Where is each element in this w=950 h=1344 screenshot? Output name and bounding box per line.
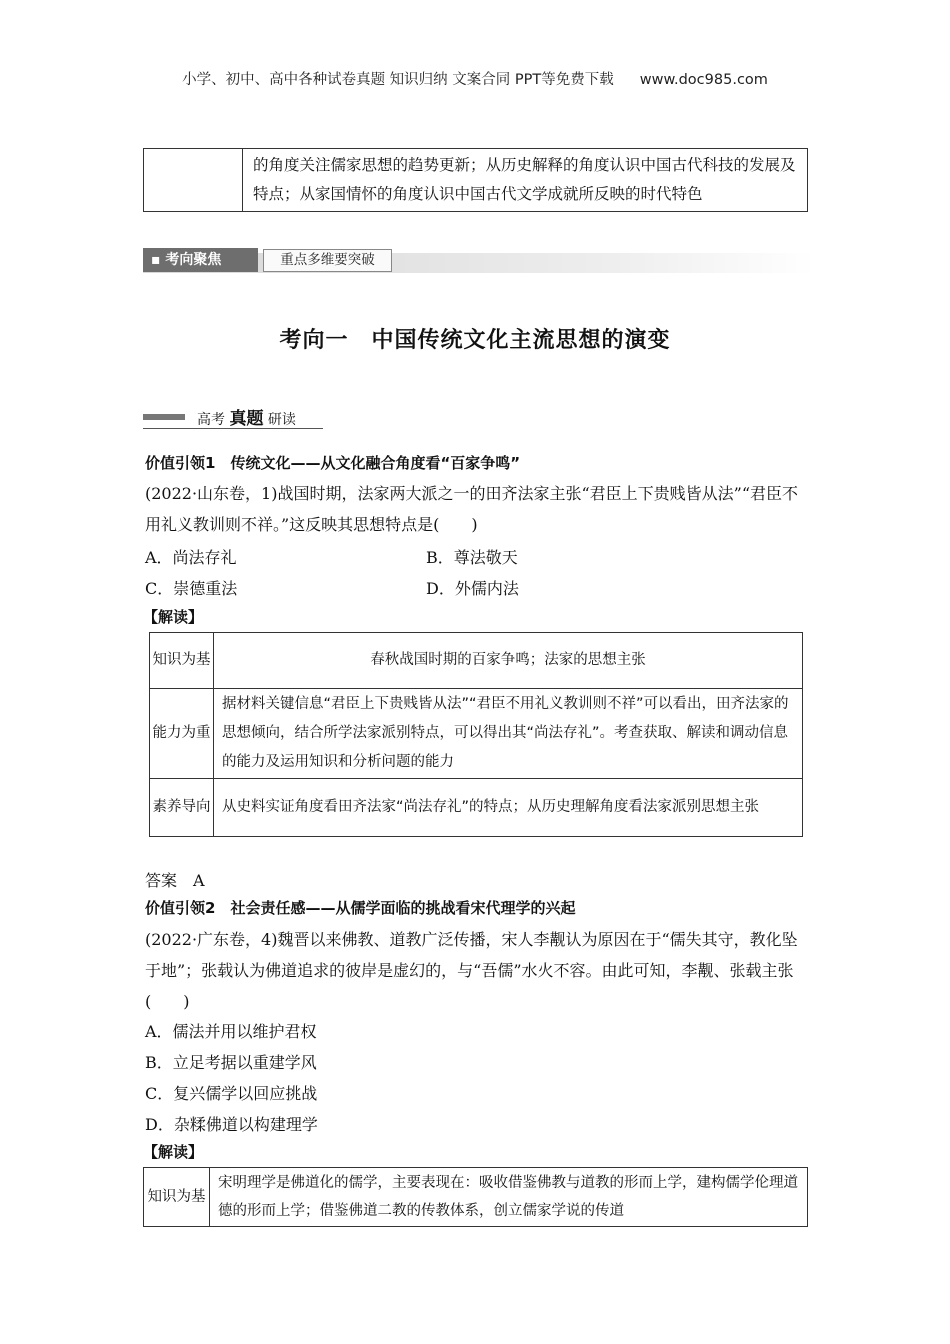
subheading: [143, 404, 323, 432]
q2-option-d: D．杂糅佛道以构建理学: [145, 1115, 318, 1134]
q1-option-a: A．尚法存礼: [145, 548, 237, 567]
q2-lead: 价值引领2 社会责任感——从儒学面临的挑战看宋代理学的兴起: [145, 899, 576, 917]
q1-value-3: 从史料实证角度看田齐法家“尚法存礼”的特点；从历史理解角度看法家派别思想主张: [214, 779, 803, 837]
q2-analysis-label: 【解读】: [143, 1143, 204, 1161]
section-banner: [143, 244, 815, 274]
banner-label: ▪ 考向聚焦: [143, 248, 258, 272]
q1-analysis-label: 【解读】: [143, 608, 204, 626]
header-site: www.doc985.com: [639, 72, 768, 88]
q1-option-c: C．崇德重法: [145, 579, 238, 598]
q2-analysis-table: [143, 1167, 808, 1227]
section-title: 考向一 中国传统文化主流思想的演变: [279, 328, 671, 353]
q2-option-b: B．立足考据以重建学风: [145, 1053, 317, 1072]
table-row: [150, 633, 803, 689]
q1-stem: (2022·山东卷，1)战国时期，法家两大派之一的田齐法家主张“君臣上下贵贱皆从法”“君臣不用礼义教训则不祥。”这反映其思想特点是( ): [145, 484, 799, 534]
q1-answer: 答案 A: [145, 871, 205, 890]
q1-lead: 价值引领1 传统文化——从文化融合角度看“百家争鸣”: [145, 454, 521, 472]
subheading-text: [197, 404, 296, 429]
q1-value-1: 春秋战国时期的百家争鸣；法家的思想主张: [214, 633, 803, 689]
top-table-text: 的角度关注儒家思想的趋势更新；从历史解释的角度认识中国古代科技的发展及特点；从家国情怀的角度认识中国古代文学成就所反映的时代特色: [243, 149, 808, 212]
q1-key-3: 素养导向: [150, 779, 214, 837]
q1-option-d: D．外儒内法: [426, 579, 519, 598]
q2-stem: (2022·广东卷，4)魏晋以来佛教、道教广泛传播，宋人李觏认为原因在于“儒失其守，教化坠于地”；张载认为佛道追求的彼岸是虚幻的，与“吾儒”水火不容。由此可知，李觏、张载主张( ): [145, 930, 798, 1011]
banner-sub: 重点多维要突破: [263, 249, 392, 272]
q2-key-1: 知识为基: [144, 1168, 210, 1227]
top-table: [143, 148, 808, 212]
q2-option-a: A．儒法并用以维护君权: [145, 1022, 317, 1041]
q2-value-1: 宋明理学是佛道化的儒学，主要表现在：吸收借鉴佛教与道教的形而上学，建构儒学伦理道德的形而上学；借鉴佛道二教的传教体系，创立儒家学说的传道: [210, 1168, 808, 1227]
table-row: [144, 1168, 808, 1227]
subheading-post: 研读: [267, 412, 296, 428]
q1-analysis-table: [149, 632, 803, 837]
header-text: 小学、初中、高中各种试卷真题 知识归纳 文案合同 PPT等免费下载: [182, 72, 614, 88]
subheading-pre: 高考: [197, 412, 225, 428]
subheading-big: 真题: [229, 409, 264, 429]
page-header: [0, 68, 950, 89]
subheading-bar: [143, 414, 185, 420]
q1-value-2: 据材料关键信息“君臣上下贵贱皆从法”“君臣不用礼义教训则不祥”可以看出，田齐法家的思想倾向，结合所学法家派别特点，可以得出其“尚法存礼”。考查获取、解读和调动信息的能力及运用知识和分析问题的能力: [214, 689, 803, 779]
q1-option-b: B．尊法敬天: [426, 548, 518, 567]
q1-key-1: 知识为基: [150, 633, 214, 689]
table-row: [150, 779, 803, 837]
top-table-empty-cell: [144, 149, 243, 212]
q2-option-c: C．复兴儒学以回应挑战: [145, 1084, 318, 1103]
table-row: [150, 689, 803, 779]
q1-key-2: 能力为重: [150, 689, 214, 779]
